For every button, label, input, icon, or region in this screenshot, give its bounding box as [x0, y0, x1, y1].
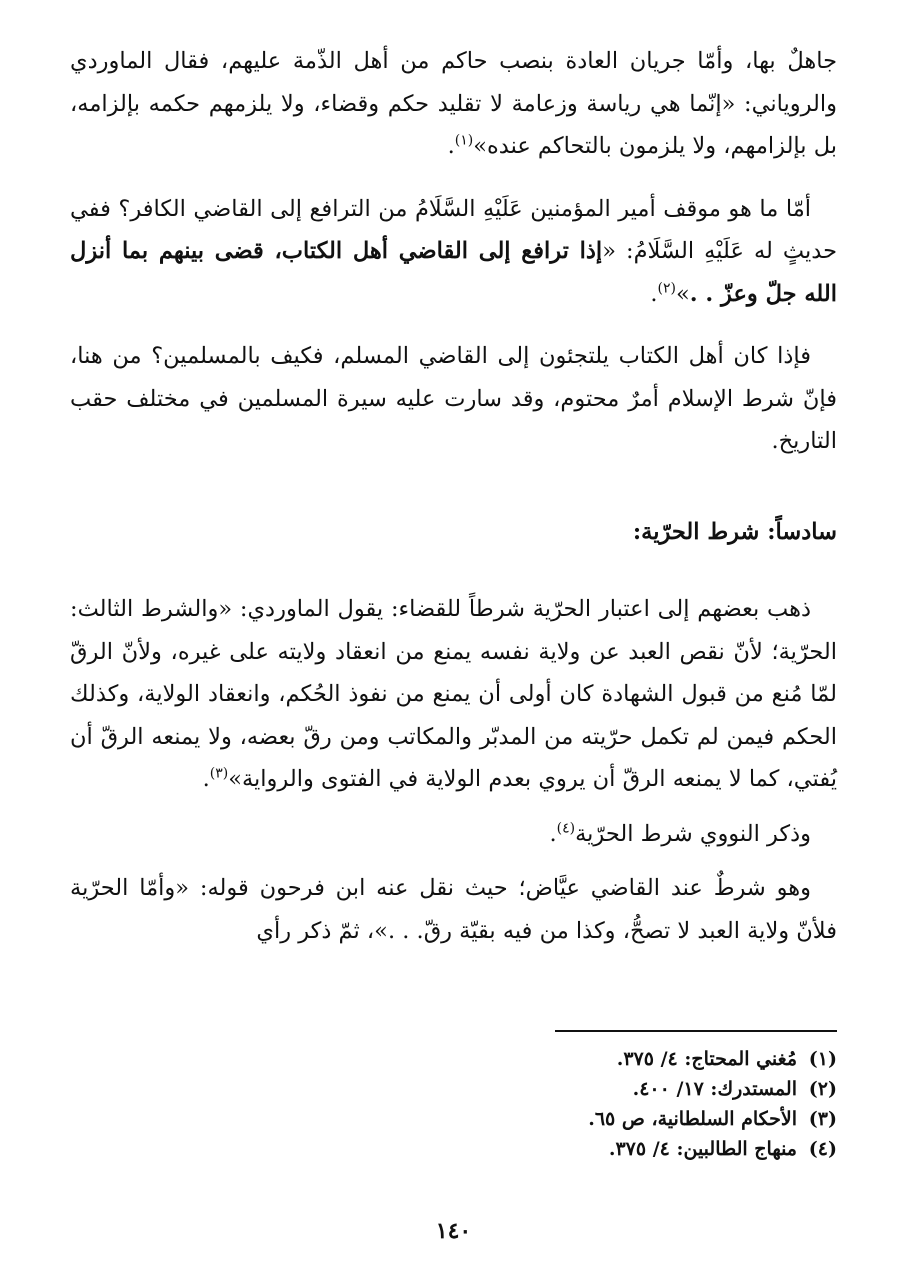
paragraph-2-end: .	[650, 280, 658, 307]
hadith-quote-close: »	[675, 280, 690, 307]
paragraph-3: فإذا كان أهل الكتاب يلتجئون إلى القاضي المسلم، فكيف بالمسلمين؟ من هنا، فإنّ شرط الإسلام أمرٌ محتوم، وقد سارت عليه سيرة المسلمين في مختلف حقب التاريخ.	[70, 343, 837, 454]
footnote-number: (٤)	[808, 1138, 837, 1160]
footnote-text: الأحكام السلطانية، ص ٦٥.	[588, 1108, 797, 1130]
paragraph-2	[70, 188, 837, 316]
section-heading: سادساً: شرط الحرّية:	[632, 518, 837, 545]
paragraph-5-end: .	[202, 766, 210, 792]
paragraph-1	[70, 40, 837, 168]
footnote-number: (٢)	[808, 1078, 837, 1100]
paragraph-1-text: جاهلٌ بها، وأمّا جريان العادة بنصب حاكم من أهل الذّمة عليهم، فقال الماوردي والروياني: «إنّما هي رياسة وزعامة لا تقليد حكم وقضاء، ولا يلزمهم حكمه بإلزامه، بل بإلزامهم، ولا يلزمون بالتحاكم عنده»	[70, 48, 837, 159]
paragraph-1-end: .	[447, 133, 455, 159]
paragraph-6	[70, 813, 837, 856]
footnote-number: (٣)	[808, 1108, 837, 1130]
footnote-ref-3: (٣)	[209, 765, 229, 782]
footnote-ref-4: (٤)	[556, 820, 576, 836]
footnote-ref-1: (١)	[454, 132, 474, 149]
footnote-text: منهاج الطالبين: ٤/ ٣٧٥.	[608, 1138, 797, 1160]
footnote-number: (١)	[808, 1048, 837, 1070]
footnote-3	[300, 1104, 837, 1134]
paragraph-5	[70, 588, 837, 801]
footnote-2	[300, 1074, 837, 1104]
footnote-text: المستدرك: ١٧/ ٤٠٠.	[632, 1078, 797, 1100]
paragraph-6-text: وذكر النووي شرط الحرّية	[575, 820, 811, 847]
footnote-text: مُغني المحتاج: ٤/ ٣٧٥.	[616, 1048, 797, 1070]
footnote-ref-2: (٢)	[657, 280, 676, 296]
paragraph-6-end: .	[549, 820, 557, 847]
page-number: ١٤٠	[435, 1218, 472, 1244]
footnotes	[300, 1044, 837, 1164]
footnote-1	[300, 1044, 837, 1074]
paragraph-2-text: أمّا ما هو موقف أمير المؤمنين عَلَيْهِ السَّلَامُ من الترافع إلى القاضي الكافر؟ ففي حديثٍ له عَلَيْهِ السَّلَامُ: «	[70, 195, 837, 264]
hadith-quote: إذا ترافع إلى القاضي أهل الكتاب، قضى بينهم بما أنزل الله جلّ وعزّ . .	[70, 238, 837, 307]
body-text	[70, 40, 837, 952]
paragraph-7: وهو شرطٌ عند القاضي عيَّاض؛ حيث نقل عنه ابن فرحون قوله: «وأمّا الحرّية فلأنّ ولاية العبد لا تصحُّ، وكذا من فيه بقيّة رقّ. . .»، ثمّ ذكر رأي	[70, 875, 837, 944]
footnote-separator	[555, 1030, 837, 1032]
paragraph-5-text: ذهب بعضهم إلى اعتبار الحرّية شرطاً للقضاء: يقول الماوردي: «والشرط الثالث: الحرّية؛ لأنّ نقص العبد عن ولاية نفسه يمنع من انعقاد ولايته على غيره، ولأنّ الرقّ لمّا مُنع من قبول الشهادة كان أولى أن يمنع من نفوذ الحُكم، وانعقاد الولاية، وكذلك الحكم فيمن لم تكمل حرّيته من المدبّر والمكاتب ومن رقّ بعضه، ولا يمنعه الرقّ أن يُفتي، كما لا يمنعه الرقّ أن يروي بعدم الولاية في الفتوى والرواية»	[70, 596, 837, 792]
footnote-4	[300, 1134, 837, 1164]
